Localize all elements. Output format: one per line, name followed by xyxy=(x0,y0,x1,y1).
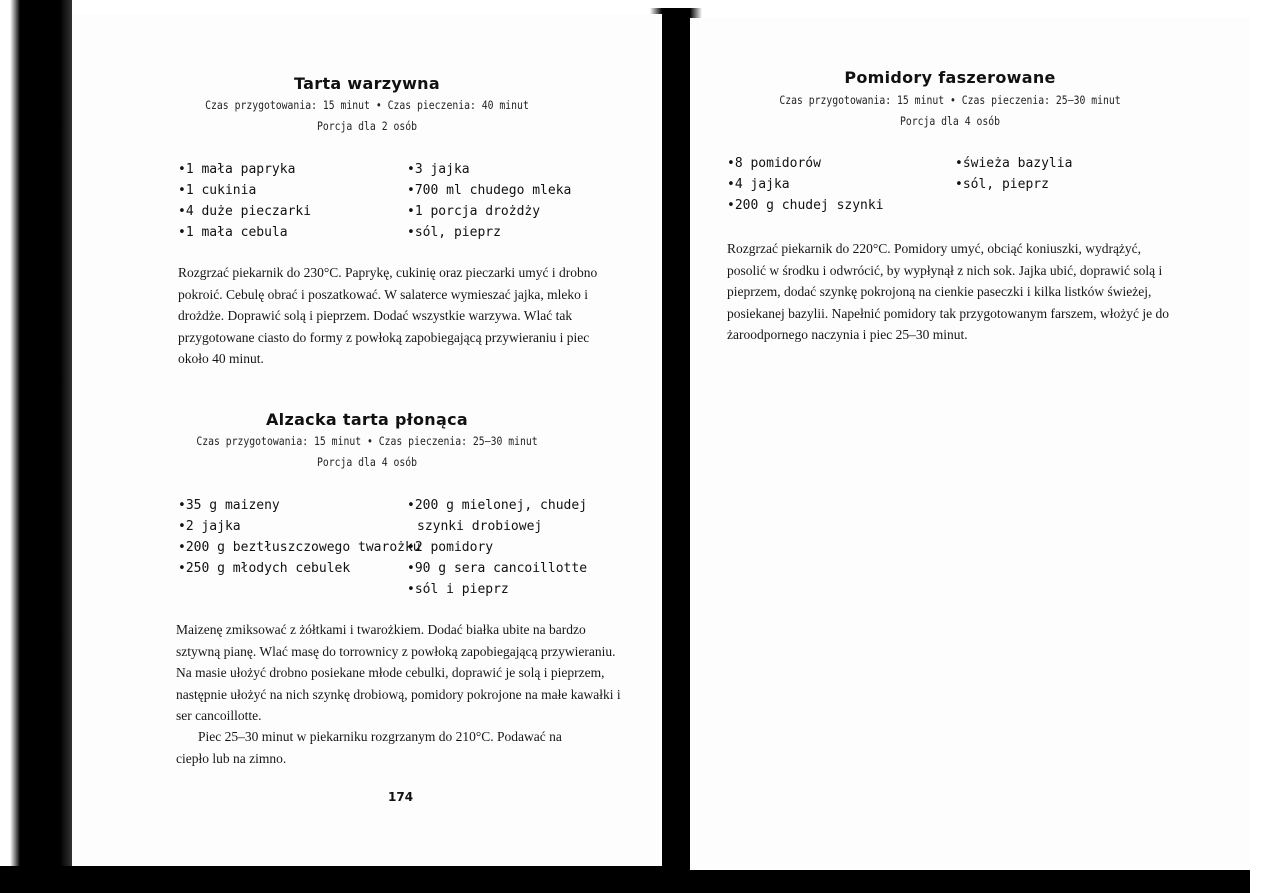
ingredients-list-col2 xyxy=(407,159,571,243)
ingredient-item: • 1 mała cebula xyxy=(178,222,311,243)
ingredient-item: • 1 porcja drożdży xyxy=(407,201,571,222)
bottom-scan-shadow xyxy=(0,866,1262,893)
recipe-title-tarta-warzywna: Tarta warzywna xyxy=(294,74,440,93)
ingredient-item: • sól, pieprz xyxy=(955,174,1072,195)
ingredient-item: • 200 g beztłuszczowego twarożku xyxy=(178,537,421,558)
page-number: 174 xyxy=(388,790,414,804)
ingredient-item: • 1 mała papryka xyxy=(178,159,311,180)
ingredient-item: • 8 pomidorów xyxy=(727,153,884,174)
ingredient-item: • 4 jajka xyxy=(727,174,884,195)
left-scan-shadow xyxy=(0,0,72,893)
ingredients-list-col2 xyxy=(955,153,1072,195)
recipe-serving: Porcja dla 2 osób xyxy=(316,119,418,133)
ingredient-item-continuation: szynki drobiowej xyxy=(417,519,543,534)
ingredient-item: • sól i pieprz xyxy=(407,579,587,600)
ingredients-list-col2 xyxy=(407,495,587,600)
ingredient-item: • 4 duże pieczarki xyxy=(178,201,311,222)
ingredient-item: • 250 g młodych cebulek xyxy=(178,558,421,579)
recipe-serving: Porcja dla 4 osób xyxy=(899,114,1001,128)
recipe-instructions-p2: Piec 25–30 minut w piekarniku rozgrzanym do 210°C. Podawać na ciepło lub na zimno. xyxy=(176,729,562,766)
ingredient-item: • 35 g maizeny xyxy=(178,495,421,516)
ingredient-item: • sól, pieprz xyxy=(407,222,571,243)
recipe-instructions: Rozgrzać piekarnik do 220°C. Pomidory umyć, obciąć koniuszki, wydrążyć, posolić w środku i odwrócić, by wypłynął z nich sok. Jajka ubić, doprawić solą i pieprzem, dodać szynkę pokrojoną na cienkie paseczki i kilka listków świeżej, posiekanej bazylii. Napełnić pomidory tak przygotowanym farszem, włożyć je do żaroodpornego naczynia i piec 25–30 minut. xyxy=(727,241,1169,342)
right-page xyxy=(690,18,1250,870)
ingredient-item: • 90 g sera cancoillotte xyxy=(407,558,587,579)
right-bottom-white xyxy=(1250,0,1262,893)
ingredient-item: • świeża bazylia xyxy=(955,153,1072,174)
recipe-times: Czas przygotowania: 15 minut • Czas pieczenia: 25–30 minut xyxy=(196,434,538,448)
ingredients-list-col1 xyxy=(178,495,421,579)
recipe-instructions: Rozgrzać piekarnik do 230°C. Paprykę, cukinię oraz pieczarki umyć i drobno pokroić. Cebulę obrać i poszatkować. W salaterce wymieszać jajka, mleko i drożdże. Doprawić solą i pieprzem. Dodać wszystkie warzywa. Wlać tak przygotowane ciasto do formy z powłoką zapobiegającą przywieraniu i piec około 40 minut. xyxy=(178,265,598,366)
ingredient-item: • 200 g mielonej, chudej xyxy=(407,495,587,516)
recipe-times: Czas przygotowania: 15 minut • Czas pieczenia: 25–30 minut xyxy=(779,93,1121,107)
ingredients-list-col1 xyxy=(727,153,884,216)
recipe-instructions: Maizenę zmiksować z żółtkami i twarożkiem. Dodać białka ubite na bardzo sztywną pianę. Wlać masę do torrownicy z powłoką zapobiegającą przywieraniu. Na masie ułożyć drobno posiekane młode cebulki, doprawić je solą i pieprzem, następnie ułożyć na nich szynkę drobiową, pomidory pokrojone na małe kawałki i ser cancoillotte. xyxy=(176,622,621,723)
ingredient-item: • 700 ml chudego mleka xyxy=(407,180,571,201)
recipe-serving: Porcja dla 4 osób xyxy=(316,455,418,469)
ingredient-item: • 2 pomidory xyxy=(407,537,587,558)
recipe-title-pomidory-faszerowane: Pomidory faszerowane xyxy=(844,68,1056,87)
ingredients-list-col1 xyxy=(178,159,311,243)
ingredient-item: • 200 g chudej szynki xyxy=(727,195,884,216)
ingredient-item: • 2 jajka xyxy=(178,516,421,537)
recipe-title-alzacka-tarta: Alzacka tarta płonąca xyxy=(266,410,468,429)
recipe-times: Czas przygotowania: 15 minut • Czas pieczenia: 40 minut xyxy=(205,98,529,112)
ingredient-item: • 1 cukinia xyxy=(178,180,311,201)
ingredient-item: • 3 jajka xyxy=(407,159,571,180)
left-page xyxy=(72,14,662,866)
